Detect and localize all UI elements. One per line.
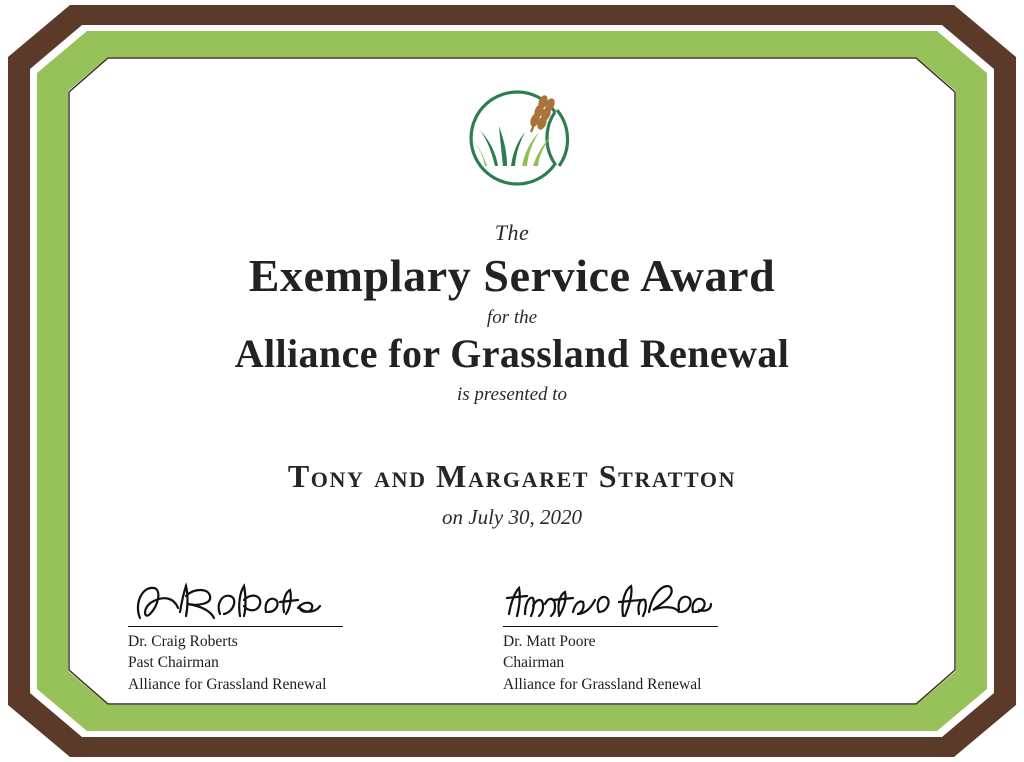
intro-is-presented-to: is presented to (456, 384, 568, 406)
signatory-name-right: Dr. Matt Poore (503, 633, 596, 650)
signature-column-left (128, 578, 343, 695)
grassland-circle-logo (447, 62, 577, 192)
signature-column-right (503, 578, 718, 695)
intro-the: The (494, 220, 530, 245)
signature-rule-left (128, 626, 343, 627)
signatory-name-left: Dr. Craig Roberts (128, 633, 238, 650)
intro-for-the: for the (486, 307, 538, 329)
award-title: Exemplary Service Award (248, 250, 776, 301)
signatory-org-right: Alliance for Grassland Renewal (503, 675, 702, 693)
signatory-org-left: Alliance for Grassland Renewal (128, 675, 327, 693)
recipient-name: Tony and Margaret Stratton (287, 458, 737, 495)
signature-rule-right (503, 626, 718, 627)
signatory-role-left: Past Chairman (128, 654, 219, 672)
signature-block (128, 578, 908, 695)
signature-mark-craig-roberts (128, 578, 343, 626)
signature-mark-matt-poore (503, 578, 718, 626)
signatory-role-right: Chairman (503, 654, 565, 672)
award-date: on July 30, 2020 (442, 505, 582, 530)
organization-name: Alliance for Grassland Renewal (234, 331, 790, 377)
